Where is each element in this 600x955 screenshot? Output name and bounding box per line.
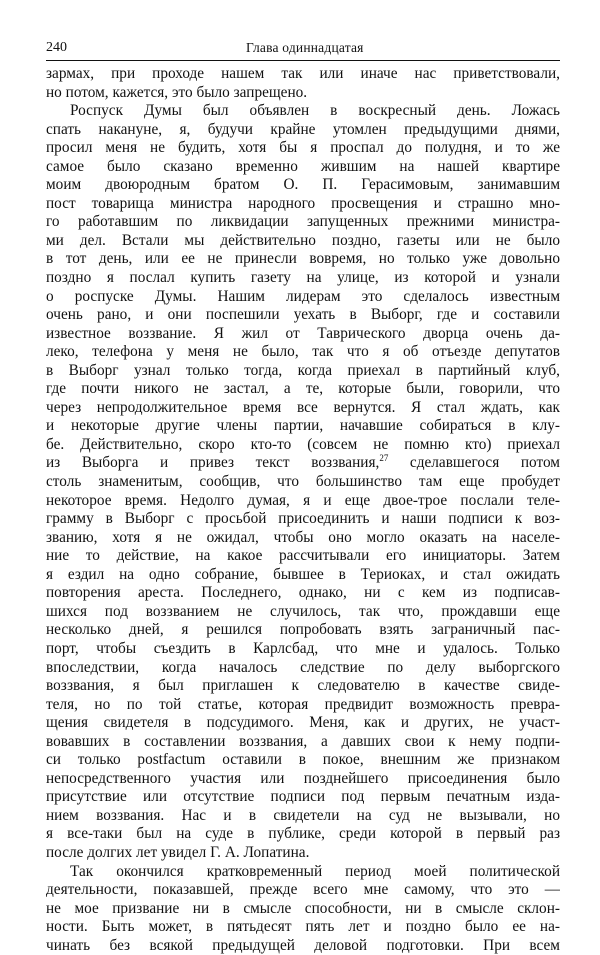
text-line: теля, но по той статье, которая предвидит возможность превра- <box>46 695 560 713</box>
text-line: впоследствии, когда началось следствие по делу выборгского <box>46 658 560 676</box>
text-line: некоторое время. Недолго думая, я и еще двое-трое послали теле- <box>46 491 560 509</box>
text-line: я ездил на одно собрание, бывшее в Териоках, и стал ожидать <box>46 565 560 583</box>
text-line: и некоторые другие члены партии, начавшие собираться в клу- <box>46 417 560 435</box>
text-line: после долгих лет увидел Г. А. Лопатина. <box>46 843 310 861</box>
text-line: званию, хотя я не ожидал, чтобы оно могло оказать на населе- <box>46 528 560 546</box>
text-line: леко, телефона у меня не было, так что я об отъезде депутатов <box>46 343 560 361</box>
text-line-head: из Выборга и привез текст воззвания, <box>46 454 380 472</box>
paragraph-3 <box>46 863 560 955</box>
text-line: ности. Быть может, в пятьдесят пять лет и поздно было ее на- <box>46 918 560 936</box>
text-line: Так окончился кратковременный период моей политической <box>70 862 560 880</box>
text-line: нием воззвания. Нас и в свидетели на суд не вызывали, но <box>46 806 560 824</box>
text-line: шихся под воззванием не случилось, так что, прождавши еще <box>46 602 560 620</box>
text-line: пост товарища министра народного просвещения и страшно мно- <box>46 194 560 212</box>
text-line: деятельности, показавшей, прежде всего мне самому, что это — <box>46 881 560 899</box>
text-line: щения свидетеля в подсудимого. Меня, как и других, не участ- <box>46 714 560 732</box>
text-line: го работавшим по ликвидации запущенных прежними министра- <box>46 213 560 231</box>
body-text <box>46 65 560 955</box>
text-line: несколько дней, я решился попробовать взять заграничный пас- <box>46 621 560 639</box>
text-line: не мое призвание ни в смысле способности, ни в смысле склон- <box>46 899 560 917</box>
text-line: воззвания, я был приглашен к следователю в качестве свиде- <box>46 677 560 695</box>
text-line: ми дел. Встали мы действительно поздно, газеты или не было <box>46 231 560 249</box>
text-line: си только postfactum оставили в покое, внешним же признаком <box>46 751 560 769</box>
chapter-title: Глава одиннадцатая <box>246 40 364 55</box>
text-line: самое было сказано временно жившим на нашей квартире <box>46 157 560 175</box>
text-line: зармах, при проходе нашем так или иначе нас приветствовали, <box>46 65 560 82</box>
text-line: бе. Действительно, скоро кто-то (совсем не помню кто) приехал <box>46 435 560 453</box>
text-line: просил меня не будить, хотя бы я проспал до полудня, и то же <box>46 139 560 157</box>
text-line: спать накануне, я, будучи крайне утомлен предыдущими днями, <box>46 120 560 138</box>
text-line: порт, чтобы съездить в Карлсбад, что мне и удалось. Только <box>46 639 560 657</box>
page-header <box>46 38 560 60</box>
page-number: 240 <box>46 40 67 55</box>
text-line: присутствие или отсутствие подписи под первым печатным изда- <box>46 788 560 806</box>
paragraph-2 <box>46 102 560 862</box>
text-line: но потом, кажется, это было запрещено. <box>46 83 308 101</box>
text-line: Роспуск Думы был объявлен в воскресный день. Ложась <box>70 102 560 120</box>
text-line-with-footnote <box>46 454 560 473</box>
text-line: известное воззвание. Я жил от Таврического дворца очень да- <box>46 324 560 342</box>
paragraph-1 <box>46 65 560 102</box>
text-line: через непродолжительное время все вернутся. Я стал ждать, как <box>46 398 560 416</box>
text-line: поздно я послал купить газету на улице, из которой и узнали <box>46 269 560 287</box>
text-line: в Выборг узнал только тогда, когда приехал в партийный клуб, <box>46 361 560 379</box>
text-line: очень рано, и они поспешили уехать в Выборг, где и составили <box>46 306 560 324</box>
text-line: о роспуске Думы. Нашим лидерам это сделалось известным <box>46 287 560 305</box>
text-line: вовавших в составлении воззвания, а давших свои к нему подпи- <box>46 732 560 750</box>
book-page <box>46 38 560 955</box>
footnote-ref[interactable]: 27 <box>379 454 389 464</box>
text-line: в тот день, или ее не принесли вовремя, но только уже довольно <box>46 250 560 268</box>
text-line: ние то действие, на какое рассчитывали его инициаторы. Затем <box>46 547 560 565</box>
text-line: повторения ареста. Последнего, однако, ни с кем из подписав- <box>46 584 560 602</box>
text-line: чинать без всякой предыдущей деловой подготовки. При всем <box>46 936 560 954</box>
text-line-tail: сделавшегося потом <box>388 454 560 472</box>
text-line: где почти никого не застал, а те, которые были, говорили, что <box>46 380 560 398</box>
text-line: столь знаменитым, сообщив, что большинство там еще пробудет <box>46 473 560 491</box>
header-rule <box>46 60 560 61</box>
text-line: моим двоюродным братом О. П. Герасимовым, занимавшим <box>46 176 560 194</box>
text-line: я все-таки был на суде в публике, среди которой в первый раз <box>46 825 560 843</box>
text-line: грамму в Выборг с просьбой присоединить и наши подписи к воз- <box>46 510 560 528</box>
text-line: непосредственного участия или позднейшего присоединения было <box>46 769 560 787</box>
